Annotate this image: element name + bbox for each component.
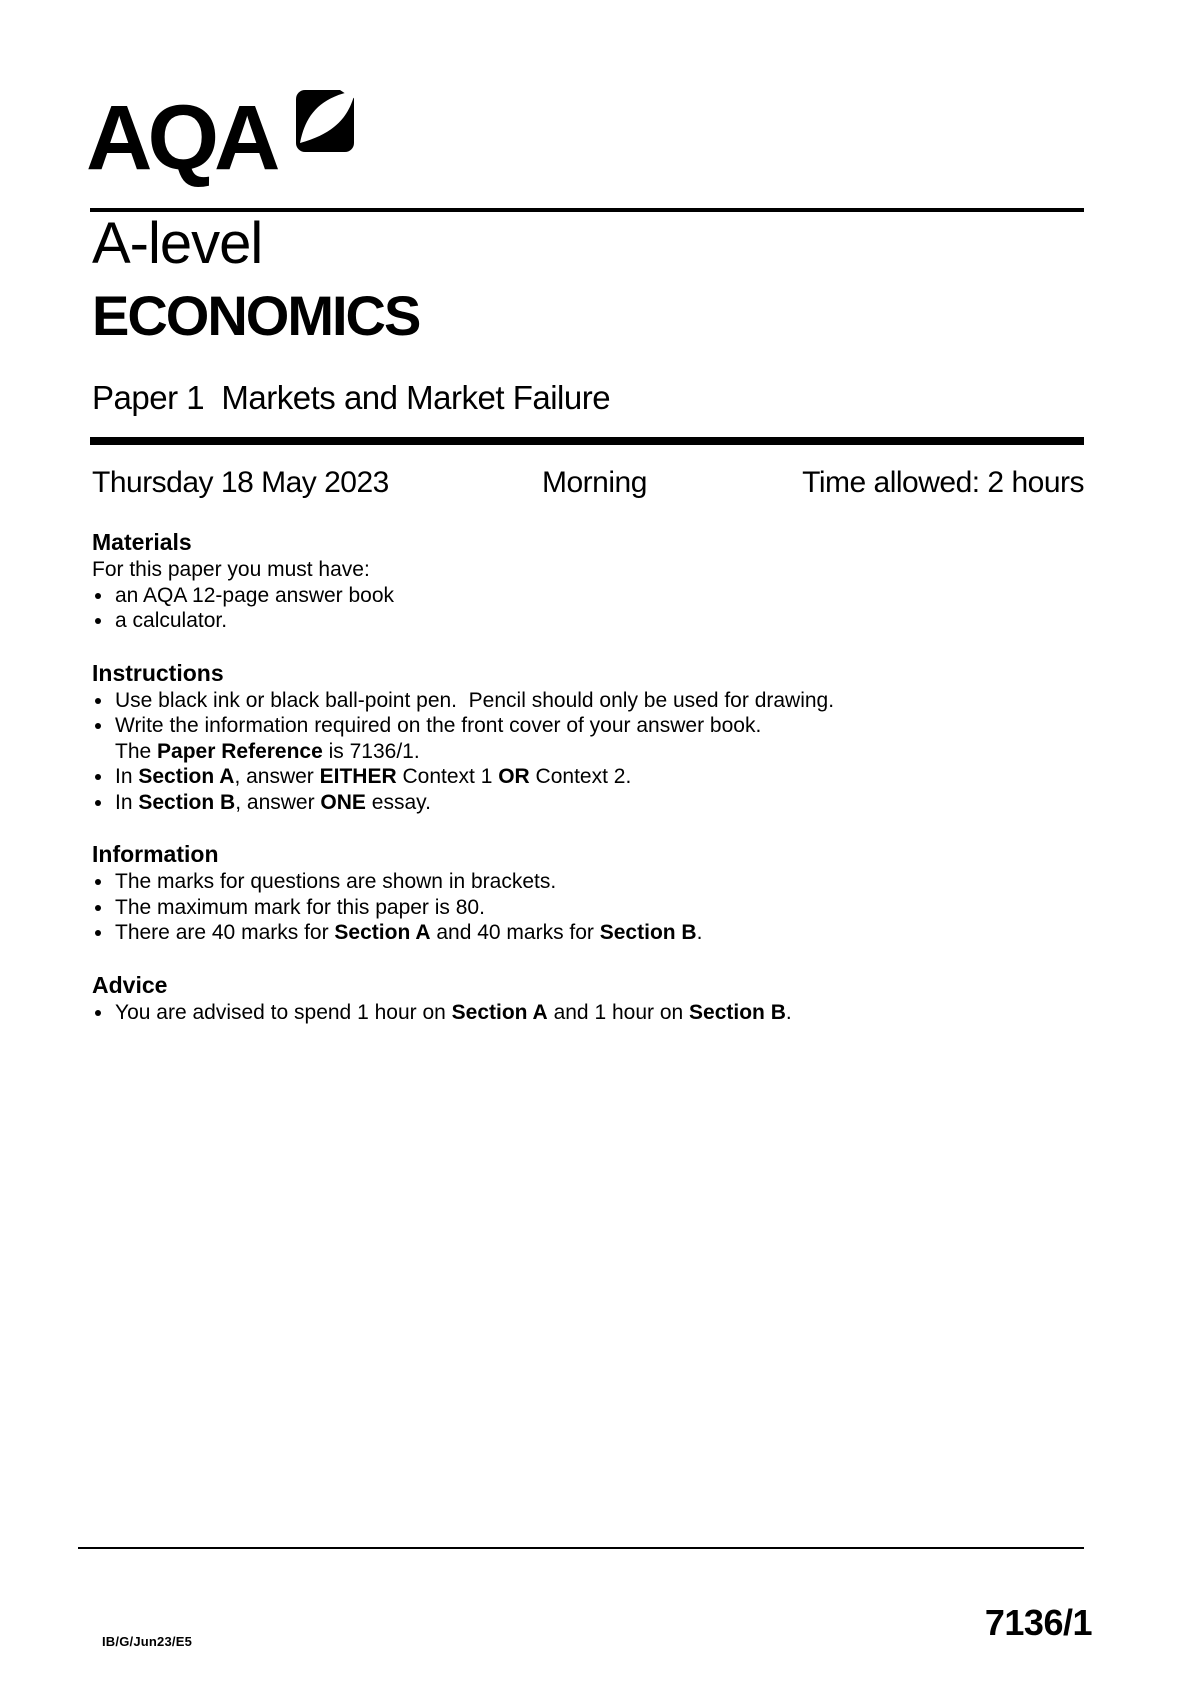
- title-divider-bar: [90, 437, 1084, 445]
- bullet-item: [92, 713, 1032, 764]
- bullet-line: Write the information required on the front cover of your answer book.: [115, 714, 762, 737]
- bullet-item: [92, 764, 1032, 790]
- bullet-line: The Paper Reference is 7136/1.: [115, 739, 420, 763]
- exam-meta-row: [92, 466, 1084, 500]
- bullet-line: The maximum mark for this paper is 80.: [115, 895, 485, 919]
- paper-title: Paper 1 Markets and Market Failure: [92, 379, 611, 416]
- bullet-line: In Section B, answer ONE essay.: [115, 790, 431, 814]
- bullet-item: [92, 920, 1032, 946]
- section-heading: Advice: [92, 971, 168, 998]
- bullet-item: [92, 895, 1032, 921]
- bullet-item: [92, 1000, 1032, 1026]
- section-heading: Materials: [92, 529, 192, 555]
- subject-title: ECONOMICS: [92, 284, 420, 347]
- footer-rule: [78, 1547, 1084, 1549]
- section-heading: Instructions: [92, 659, 224, 686]
- section-instructions: [92, 658, 1032, 816]
- section-information: [92, 839, 1032, 946]
- section-advice: [92, 970, 1032, 1026]
- time-allowed: Time allowed: 2 hours: [802, 466, 1084, 499]
- section-bullet-list: [92, 583, 1032, 634]
- bullet-line: There are 40 marks for Section A and 40 marks for Section B.: [115, 921, 703, 944]
- bullet-item: [92, 608, 1032, 634]
- exam-session: Morning: [542, 466, 647, 499]
- section-bullet-list: [92, 688, 1032, 816]
- bullet-line: The marks for questions are shown in brackets.: [115, 870, 557, 893]
- bullet-line: a calculator.: [115, 609, 228, 632]
- exam-date: Thursday 18 May 2023: [92, 466, 389, 499]
- bullet-item: [92, 869, 1032, 895]
- front-cover-sections: [92, 527, 1032, 1049]
- section-bullet-list: [92, 869, 1032, 946]
- bullet-line: Use black ink or black ball-point pen. Pencil should only be used for drawing.: [115, 688, 835, 712]
- aqa-logo-text: AQA: [86, 87, 276, 189]
- section-intro: For this paper you must have:: [92, 558, 370, 581]
- exam-series-code: IB/G/Jun23/E5: [102, 1634, 193, 1649]
- bullet-item: [92, 790, 1032, 816]
- bullet-item: [92, 688, 1032, 714]
- section-materials: [92, 527, 1032, 634]
- qualification-title: A-level: [92, 211, 263, 276]
- paper-reference-code: 7136/1: [984, 1602, 1092, 1643]
- bullet-line: In Section A, answer EITHER Context 1 OR Context 2.: [115, 765, 632, 788]
- section-heading: Information: [92, 841, 219, 867]
- bullet-item: [92, 583, 1032, 609]
- aqa-leaf-icon: [296, 90, 354, 152]
- bullet-line: an AQA 12-page answer book: [115, 583, 395, 607]
- section-bullet-list: [92, 1000, 1032, 1026]
- bullet-line: You are advised to spend 1 hour on Section A and 1 hour on Section B.: [115, 1000, 792, 1024]
